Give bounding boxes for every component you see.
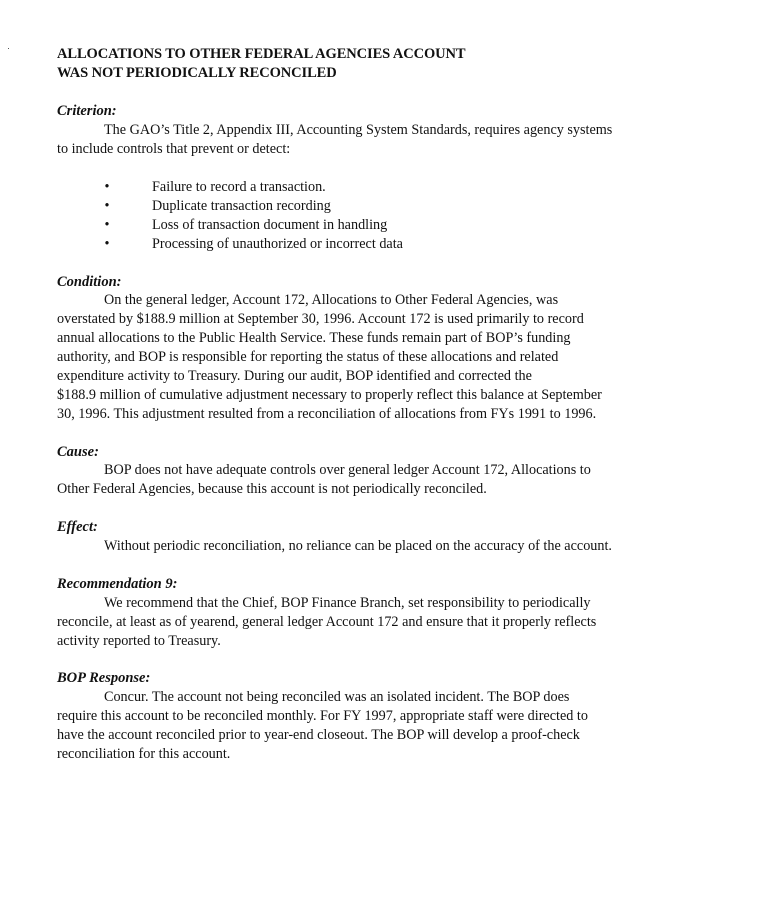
cause-heading: Cause: — [57, 444, 99, 460]
cause-line: BOP does not have adequate controls over general ledger Account 172, Allocations to — [104, 462, 591, 478]
effect-heading: Effect: — [57, 519, 98, 535]
response-line: reconciliation for this account. — [57, 746, 231, 762]
recommendation-line: We recommend that the Chief, BOP Finance Branch, set responsibility to periodically — [104, 595, 591, 611]
bullet-icon: • — [104, 179, 110, 195]
response-line: require this account to be reconciled monthly. For FY 1997, appropriate staff were directed to — [57, 708, 588, 724]
bullet-text: Loss of transaction document in handling — [152, 217, 388, 233]
bullet-text: Duplicate transaction recording — [152, 198, 331, 214]
cause-paragraph — [57, 461, 672, 499]
bullet-icon: • — [104, 236, 110, 252]
recommendation-line: activity reported to Treasury. — [57, 633, 221, 649]
recommendation-line: reconcile, at least as of yearend, general ledger Account 172 and ensure that it properly reflects — [57, 614, 597, 630]
list-item — [102, 178, 502, 197]
condition-line: expenditure activity to Treasury. During our audit, BOP identified and corrected the — [57, 368, 532, 384]
bullet-icon: • — [104, 217, 110, 233]
condition-line: 30, 1996. This adjustment resulted from a reconciliation of allocations from FYs 1991 to 1996. — [57, 406, 597, 422]
recommendation-heading: Recommendation 9: — [57, 576, 178, 592]
list-item — [102, 216, 502, 235]
response-line: Concur. The account not being reconciled was an isolated incident. The BOP does — [104, 689, 570, 705]
criterion-line: to include controls that prevent or detect: — [57, 141, 291, 157]
title-line-1: ALLOCATIONS TO OTHER FEDERAL AGENCIES ACCOUNT — [57, 46, 466, 62]
response-heading: BOP Response: — [57, 670, 151, 686]
response-line: have the account reconciled prior to year-end closeout. The BOP will develop a proof-check — [57, 727, 580, 743]
condition-line: authority, and BOP is responsible for reporting the status of these allocations and related — [57, 349, 559, 365]
bullet-text: Processing of unauthorized or incorrect data — [152, 236, 403, 252]
condition-heading: Condition: — [57, 274, 122, 290]
condition-paragraph — [57, 291, 672, 424]
criterion-bullet-list — [102, 178, 502, 254]
condition-line: annual allocations to the Public Health Service. These funds remain part of BOP’s funding — [57, 330, 571, 346]
scan-speck — [8, 48, 9, 49]
list-item — [102, 235, 502, 254]
effect-line: Without periodic reconciliation, no reliance can be placed on the accuracy of the account. — [104, 538, 612, 554]
criterion-paragraph — [57, 121, 672, 159]
condition-line: $188.9 million of cumulative adjustment necessary to properly reflect this balance at September — [57, 387, 602, 403]
criterion-heading: Criterion: — [57, 103, 117, 119]
response-paragraph — [57, 688, 672, 764]
condition-line: On the general ledger, Account 172, Allocations to Other Federal Agencies, was — [104, 292, 559, 308]
title-line-2: WAS NOT PERIODICALLY RECONCILED — [57, 65, 337, 81]
effect-paragraph — [57, 537, 672, 556]
page-title — [57, 45, 697, 83]
recommendation-paragraph — [57, 594, 672, 651]
cause-line: Other Federal Agencies, because this account is not periodically reconciled. — [57, 481, 487, 497]
list-item — [102, 197, 502, 216]
bullet-icon: • — [104, 198, 110, 214]
criterion-line: The GAO’s Title 2, Appendix III, Accounting System Standards, requires agency systems — [104, 122, 613, 138]
bullet-text: Failure to record a transaction. — [152, 179, 326, 195]
condition-line: overstated by $188.9 million at September 30, 1996. Account 172 is used primarily to record — [57, 311, 584, 327]
